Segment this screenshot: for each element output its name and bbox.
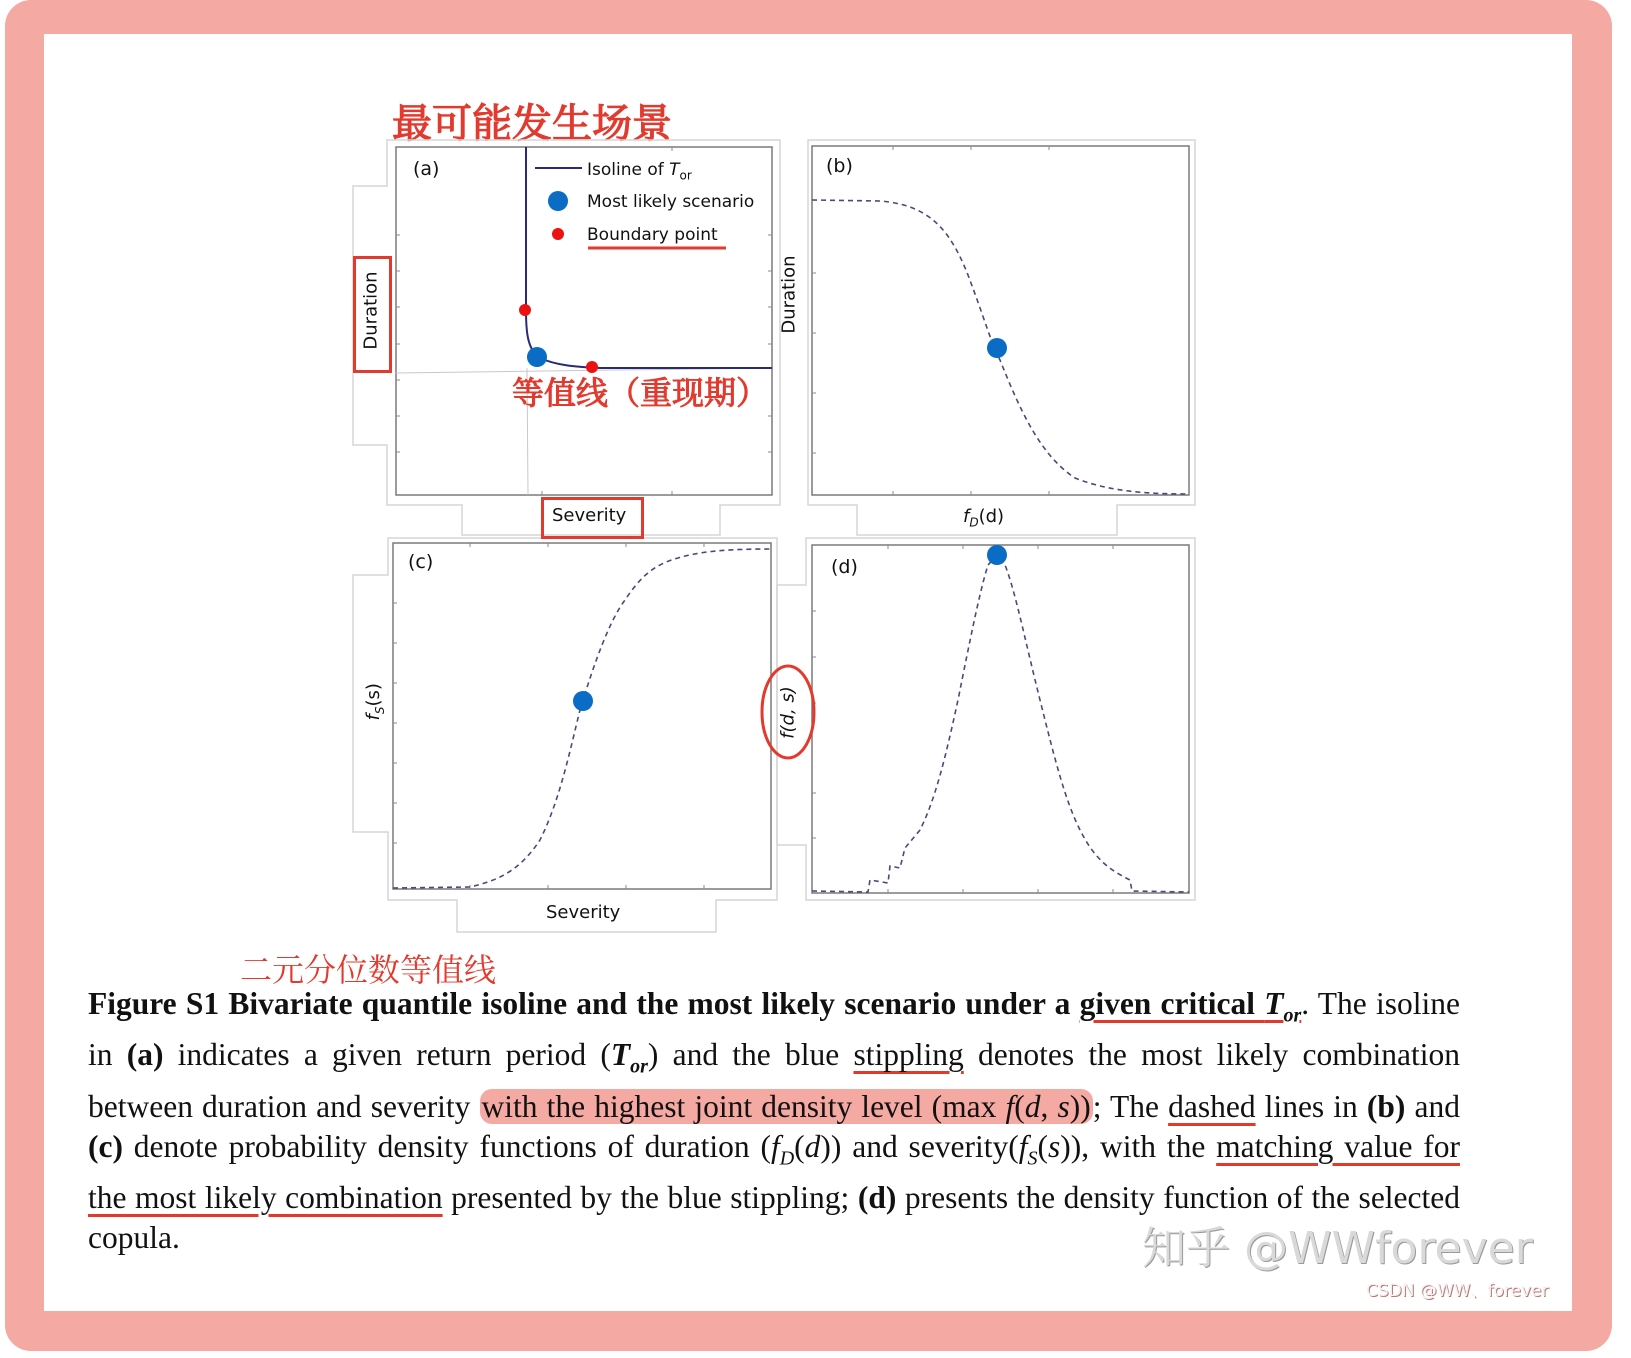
legend-most-likely: Most likely scenario: [587, 192, 755, 212]
panel-b-ylabel: Duration: [778, 255, 800, 334]
figure-panels: [340, 135, 1210, 945]
annotation-bivariate-quantile-isoline: 二元分位数等值线: [240, 951, 497, 989]
panel-c-ylabel: $f_S(s)$: [363, 683, 387, 721]
underline-dashed: dashed: [1168, 1088, 1256, 1124]
annotation-isoline-return-period: 等值线（重现期）: [512, 374, 769, 412]
highlight-joint-density: with the highest joint density level (max f(d, s)): [481, 1088, 1091, 1124]
panel-c-xlabel: Severity: [546, 902, 621, 923]
panel-d-ylabel: f(d, s): [777, 686, 799, 739]
underline-stippling: stippling: [853, 1037, 964, 1073]
csdn-watermark: CSDN @WW、forever: [1366, 1281, 1549, 1301]
legend-isoline: Isoline of $T_{or}$: [587, 160, 692, 183]
zhihu-watermark: 知乎 @WWforever: [1142, 1223, 1533, 1274]
panel-d-letter: (d): [831, 556, 858, 578]
panel-a-xlabel: Severity: [552, 505, 627, 526]
underline-matching-value: matching value for the most likely combination: [88, 1128, 1460, 1215]
panel-b: [812, 146, 1189, 495]
figure-caption: Figure S1 Bivariate quantile isoline and the most likely scenario under a given critical $T_{or}$. The isoline in (a) indicates a given return period $(T_{or})$ and the blue stippling denotes the most likely combination between duration and severity with the highest joint density level (max f(d, s)); The dashed lines in (b) and (c) denote probability density functions of duration $(f_D(d))$ and $severity(f_S(s))$, with the matching value for the most likely combination presented by the blue stippling; (d) presents the density function of the selected copula.: [88, 986, 1460, 1255]
panel-a-ylabel: Duration: [360, 271, 382, 350]
panel-b-xlabel: $f_D(d)$: [963, 506, 1005, 530]
annotation-most-likely-scenario: 最可能发生场景: [392, 101, 672, 147]
panel-c: [393, 543, 771, 889]
panel-d: [762, 545, 1189, 893]
panel-b-letter: (b): [826, 155, 853, 177]
panel-a-letter: (a): [413, 158, 440, 180]
underline-given-critical: given critical $T_{or}$: [1079, 986, 1302, 1027]
panel-c-letter: (c): [408, 551, 434, 573]
legend-boundary: Boundary point: [587, 225, 718, 245]
